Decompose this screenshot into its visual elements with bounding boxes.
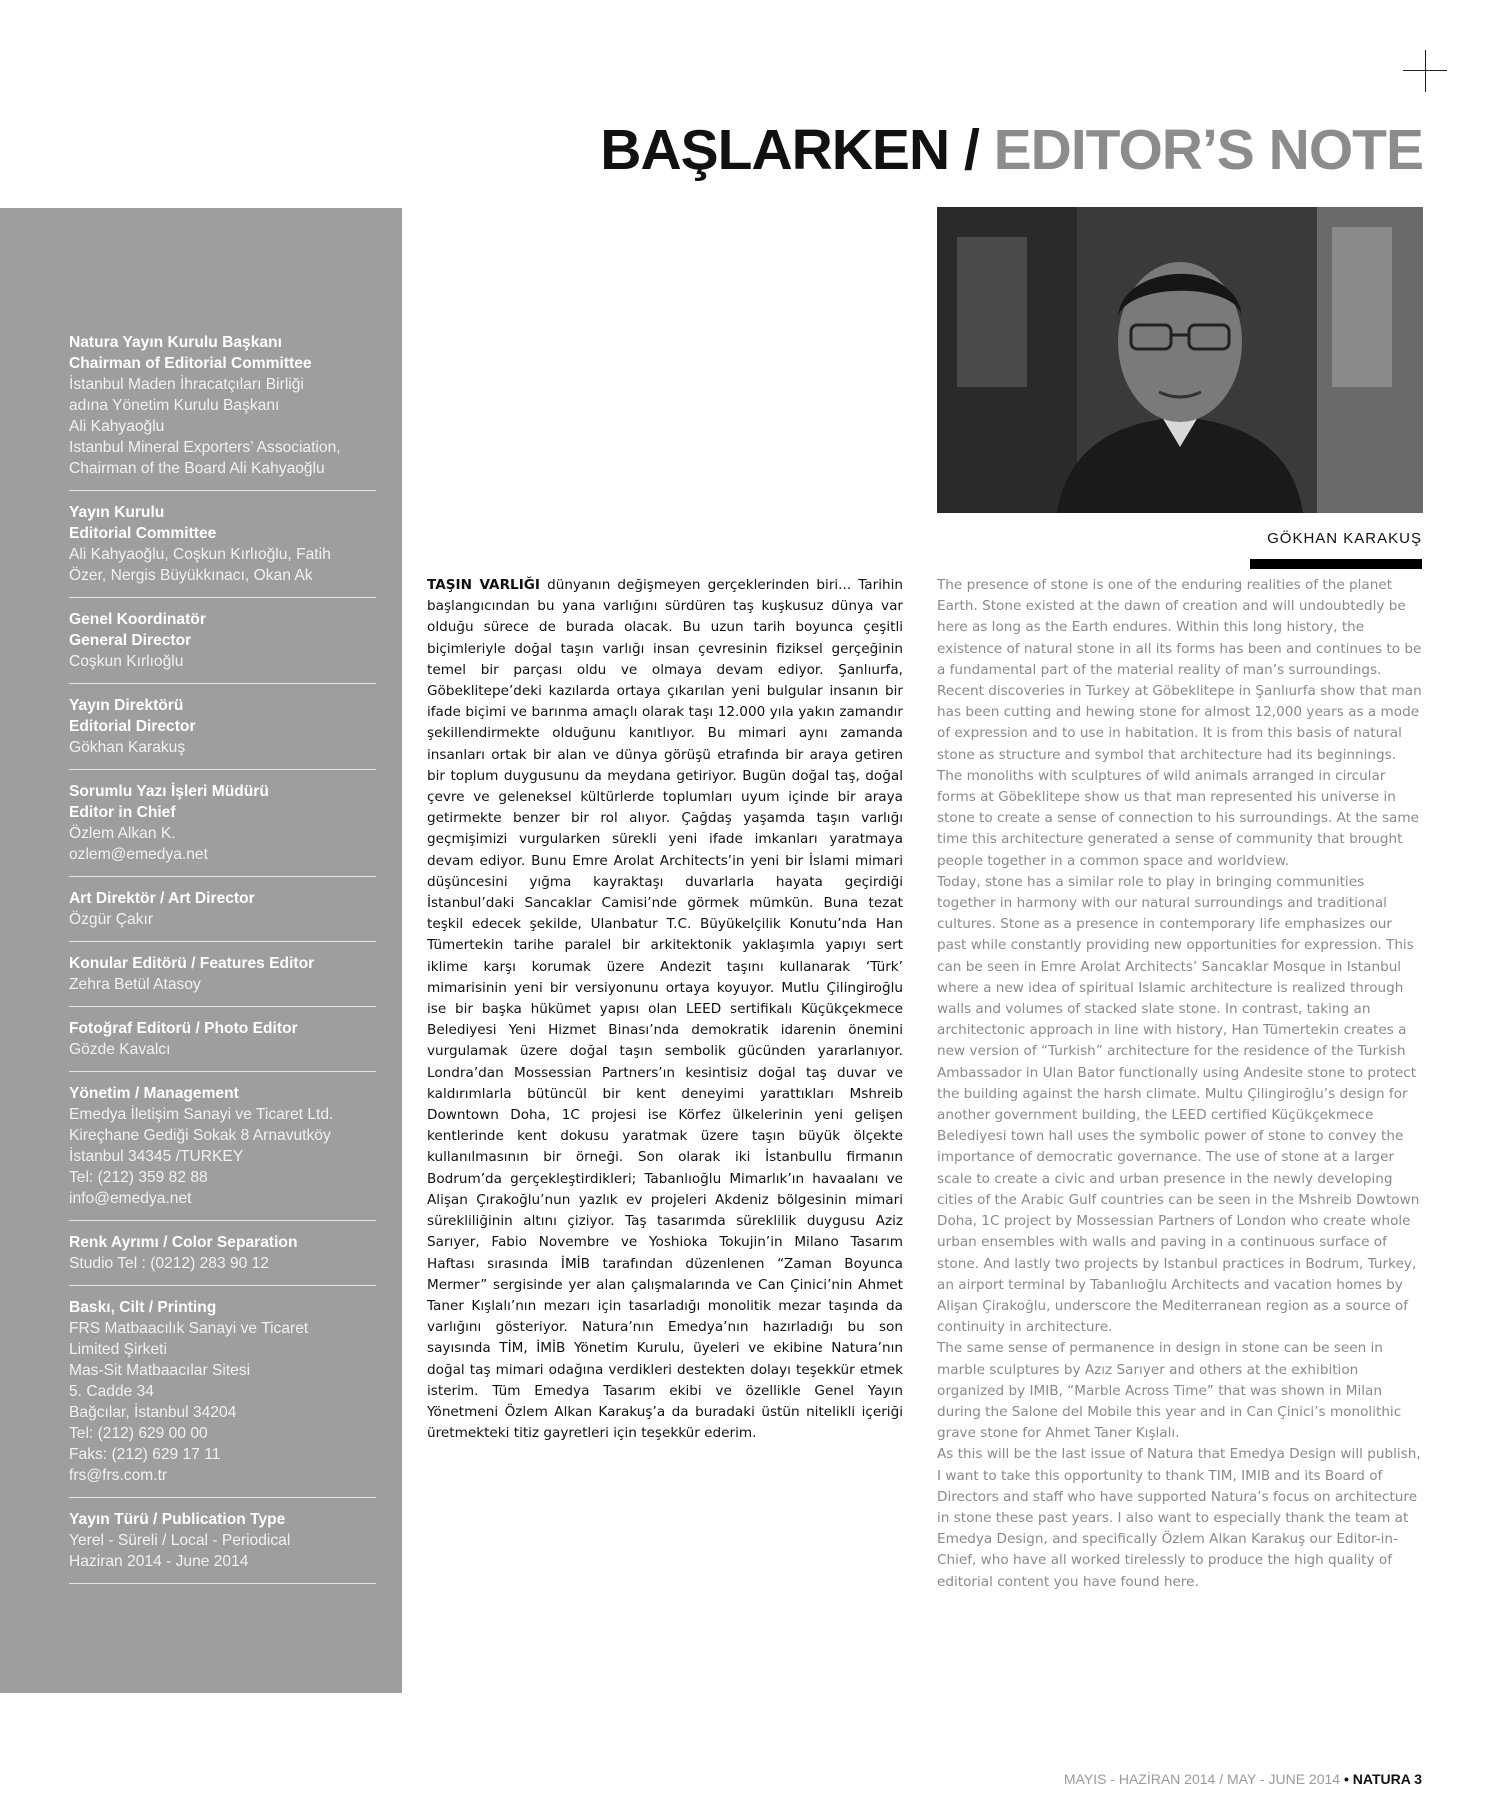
masthead-text: Yerel - Süreli / Local - Periodical: [69, 1532, 291, 1549]
masthead-text: Özgür Çakır: [69, 911, 154, 928]
masthead-text: Kireçhane Gediği Sokak 8 Arnavutköy: [69, 1127, 331, 1144]
masthead-text: Tel: (212) 629 00 00: [69, 1425, 208, 1442]
masthead-text: Haziran 2014 - June 2014: [69, 1553, 249, 1570]
page-footer: [1064, 1771, 1422, 1787]
masthead-text: Gözde Kavalcı: [69, 1041, 171, 1058]
caption-rule: [1250, 559, 1422, 569]
photo-caption: GÖKHAN KARAKUŞ: [1267, 530, 1422, 547]
turkish-paragraph: [427, 575, 903, 1444]
masthead-block: [69, 1297, 376, 1498]
masthead-heading: Yayın Direktörü: [69, 697, 184, 714]
masthead-text: Studio Tel : (0212) 283 90 12: [69, 1255, 269, 1272]
masthead-block: [69, 1509, 376, 1584]
masthead-heading: Fotoğraf Editorü / Photo Editor: [69, 1020, 298, 1037]
masthead-text: Faks: (212) 629 17 11: [69, 1446, 221, 1463]
masthead-heading: Renk Ayrımı / Color Separation: [69, 1234, 298, 1251]
footer-magazine-page: NATURA 3: [1352, 1771, 1422, 1787]
masthead-heading: Konular Editörü / Features Editor: [69, 955, 315, 972]
masthead-heading: Yönetim / Management: [69, 1085, 239, 1102]
masthead-heading: Sorumlu Yazı İşleri Müdürü: [69, 783, 269, 800]
masthead-heading: Yayın Kurulu: [69, 504, 165, 521]
masthead-text: Emedya İletişim Sanayi ve Ticaret Ltd.: [69, 1106, 334, 1123]
portrait-illustration: [937, 207, 1423, 513]
masthead-text: İstanbul Maden İhracatçıları Birliği: [69, 376, 304, 393]
masthead-text: info@emedya.net: [69, 1190, 192, 1207]
masthead-heading: Genel Koordinatör: [69, 611, 206, 628]
masthead-block: [69, 888, 376, 942]
masthead-heading: Editorial Committee: [69, 525, 217, 542]
masthead-text: 5. Cadde 34: [69, 1383, 154, 1400]
masthead-heading: Yayın Türü / Publication Type: [69, 1511, 286, 1528]
masthead-text: Tel: (212) 359 82 88: [69, 1169, 208, 1186]
english-paragraph: As this will be the last issue of Natura that Emedya Design will publish, I want to take this opportunity to thank TIM, IMIB and its Board of Directors and staff who have supported Natura’s focus on architecture in stone these past years. I also want to especially thank the team at Emedya Design, and specifically Özlem Alkan Karakuş our Editor-in-Chief, who have all worked tirelessly to produce the high quality of editorial content you have found here.: [937, 1446, 1421, 1590]
masthead-block: [69, 1083, 376, 1221]
masthead-heading: Natura Yayın Kurulu Başkanı: [69, 334, 282, 351]
masthead-heading: Editorial Director: [69, 718, 196, 735]
page-title-english: EDITOR’S NOTE: [993, 118, 1423, 182]
masthead-heading: Art Direktör / Art Director: [69, 890, 255, 907]
masthead-text: Ali Kahyaoğlu: [69, 418, 165, 435]
turkish-body: dünyanın değişmeyen gerçeklerinden biri... Tarihin başlangıcından bu yana varlığını sürdüren taş kuşkusuz dünya var olduğu sürece de burada olacak. Bu uzun tarih boyunca çeşitli biçimleriyle doğal taşın varlığı insan çevresinin fiziksel gerçeğinin temel bir parçası oldu ve olmaya devam ediyor. Şanlıurfa, Göbeklitepe’deki kazılarda ortaya çıkarılan yeni bulgular insanın bir ifade biçimi ve barınma amaçlı olarak taşı 12.000 yıla yakın zamandır şekillendirmekte olduğunu kanıtlıyor. Bu mimari aynı zamanda insanları ortak bir alan ve dünya görüşü etrafında bir araya getiren bir toplum duygusunu da meydana getiriyor. Bugün doğal taş, doğal çevre ve geleneksel kültürlerde toplumları uyum içinde bir araya getirmekte benzer bir rol alıyor. Çağdaş yaşamda taşın varlığı geçmişimizi vurgularken sürekli yeni ifade imkanları yaratmaya devam ediyor. Bunu Emre Arolat Architects’in yeni bir İslami mimari düşüncesini yığma kayraktaşı duvarlarla hayata geçirdiği İstanbul’daki Sancaklar Camisi’nde görmek mümkün. Buna tezat teşkil edecek şekilde, Ulanbatur T.C. Büyükelçilik Konutu’nda Han Tümertekin tarihe paralel bir arkitektonik yaklaşımla yapıyı sert iklime karşı korumak üzere Andezit taşını kullanarak ‘Türk’ mimarisinin yeni bir versiyonunu ortaya koyuyor. Mutlu Çilingiroğlu ise bir başka hükümet yapısı olan LEED sertifikalı Küçükçekmece Belediyesi Yeni Hizmet Binası’nda demokratik idarenin önemini vurgulamak üzere doğal taşın sembolik gücünden yararlanıyor. Londra’dan Mossessian Partners’ın kesintisiz doğal taş duvar ve kaldırımlarla bütüncül bir kent deneyimi yarattıkları Mshreib Downtown Doha, 1C projesi ise Körfez ülkelerinin yeni gelişen kentlerinde kent dokusu yaratmak üzere taşın büyük ölçekte kullanılmasının bir örneği. Son olarak iki İstanbullu firmanın Bodrum’da gerçekleştirdikleri; Tabanlıoğlu Mimarlık’ın havaalanı ve Alişan Çırakoğlu’nun yazlık ev projeleri Akdeniz bölgesinin mimari sürekliliğinin altını çiziyor. Taş tasarımda süreklilik duygusu Aziz Sarıyer, Fabio Novembre ve Yoshioka Tokujin’in Milano Tasarım Haftası sırasında İMİB tarafından düzenlenen “Zaman Boyunca Mermer” sergisinde yer alan çalışmalarında ve Can Çinici’nin Ahmet Taner Kışlalı’nın mezarı için tasarladığı monolitik mezar taşında da varlığını gösteriyor. Natura’nın Emedya’nın hazırladığı bu son sayısında TİM, İMİB Yönetim Kurulu, üyeleri ve ekibine Natura’nın doğal taş mimari odağına verdikleri destekten dolayı teşekkür etmek isterim. Tüm Emedya Tasarım ekibi ve özellikle Genel Yayın Yönetmeni Özlem Alkan Karakuş’a da buradaki üstün nitelikli içeriği üretmekteki titiz gayretleri için teşekkür ederim.: [427, 577, 903, 1442]
crop-mark-vertical: [1425, 50, 1426, 92]
footer-bullet: •: [1343, 1771, 1349, 1787]
masthead-block: [69, 1018, 376, 1072]
masthead-text: Gökhan Karakuş: [69, 739, 186, 756]
masthead-text: Limited Şirketi: [69, 1341, 167, 1358]
masthead-list: [69, 332, 376, 1595]
masthead-block: [69, 781, 376, 877]
english-paragraph: Today, stone has a similar role to play in bringing communities together in harmony with our natural surroundings and traditional cultures. Stone as a presence in contemporary life emphasizes our past while constantly providing new opportunities for expression. This can be seen in Emre Arolat Architects’ Sancaklar Mosque in Istanbul where a new idea of spiritual Islamic architecture is realized through walls and volumes of stacked slate stone. In contrast, taking an architectonic approach in line with history, Han Tümertekin creates a new version of “Turkish” architecture for the residence of the Turkish Ambassador in Ulan Bator functionally using Andesite stone to protect the building against the harsh climate. Multu Çilingiroğlu’s design for another government building, the LEED certified Küçükçekmece Belediyesi town hall uses the symbolic power of stone to convey the importance of democratic governance. The use of stone at a larger scale to create a civic and urban presence in the newly developing cities of the Arabic Gulf countries can be seen in the Mshreib Dowtown Doha, 1C project by Mossessian Partners of London who create whole urban ensembles with walls and paving in a continuous surface of stone. And lastly two projects by Istanbul practices in Bodrum, Turkey, an airport terminal by Tabanlıoğlu Architects and vacation homes by Alişan Çirakoğlu, underscore the Mediterranean region as a source of continuity in architecture.: [937, 873, 1420, 1336]
masthead-text: Özlem Alkan K.: [69, 825, 176, 842]
masthead-text: Mas-Sit Matbaacılar Sitesi: [69, 1362, 251, 1379]
turkish-article: [427, 575, 903, 1444]
masthead-text: adına Yönetim Kurulu Başkanı: [69, 397, 280, 414]
page-title-turkish: BAŞLARKEN: [600, 118, 950, 182]
turkish-lead-in: TAŞIN VARLIĞI: [427, 577, 540, 593]
editor-portrait-photo: [937, 207, 1423, 513]
masthead-heading: Chairman of Editorial Committee: [69, 355, 312, 372]
masthead-block: [69, 953, 376, 1007]
masthead-heading: Baskı, Cilt / Printing: [69, 1299, 217, 1316]
masthead-text: Zehra Betül Atasoy: [69, 976, 201, 993]
masthead-heading: Editor in Chief: [69, 804, 176, 821]
masthead-text: Istanbul Mineral Exporters’ Association,: [69, 439, 341, 456]
footer-issue-date: MAYIS - HAZİRAN 2014 / MAY - JUNE 2014: [1063, 1771, 1341, 1787]
masthead-block: [69, 332, 376, 491]
masthead-block: [69, 502, 376, 598]
english-paragraph: The same sense of permanence in design in stone can be seen in marble sculptures by Azız Sarıyer and others at the exhibition organized by IMIB, “Marble Across Time” that was shown in Milan during the Salone del Mobile this year and in Can Çinici’s monolithic grave stone for Ahmet Taner Kışlalı.: [937, 1340, 1402, 1442]
masthead-text: Özer, Nergis Büyükkınacı, Okan Ak: [69, 567, 313, 584]
masthead-text: frs@frs.com.tr: [69, 1467, 168, 1484]
masthead-block: [69, 695, 376, 770]
masthead-text: Chairman of the Board Ali Kahyaoğlu: [69, 460, 325, 477]
english-article: [937, 575, 1423, 1593]
masthead-text: Ali Kahyaoğlu, Coşkun Kırlıoğlu, Fatih: [69, 546, 331, 563]
masthead-text: İstanbul 34345 /TURKEY: [69, 1148, 244, 1165]
masthead-text: ozlem@emedya.net: [69, 846, 208, 863]
masthead-block: [69, 1232, 376, 1286]
masthead-text: FRS Matbaacılık Sanayi ve Ticaret: [69, 1320, 309, 1337]
masthead-block: [69, 609, 376, 684]
masthead-text: Coşkun Kırlıoğlu: [69, 653, 184, 670]
page-title: [600, 118, 1423, 182]
masthead-text: Bağcılar, İstanbul 34204: [69, 1404, 237, 1421]
masthead-heading: General Director: [69, 632, 192, 649]
page-title-separator: /: [963, 118, 979, 182]
english-paragraph: The presence of stone is one of the enduring realities of the planet Earth. Stone existed at the dawn of creation and will undoubtedly be here as long as the Earth endures. Within this long history, the existence of natural stone in all its forms has been and continues to be a fundamental part of the material reality of man’s surroundings. Recent discoveries in Turkey at Göbeklitepe in Şanlıurfa show that man has been cutting and hewing stone for almost 12,000 years as a mode of expression and to use in habitation. It is from this basis of natural stone as structure and symbol that architecture had its beginnings. The monoliths with sculptures of wild animals arranged in circular forms at Göbeklitepe show us that man represented his universe in stone to create a sense of connection to his surroundings. At the same time this architecture generated a sense of community that brought people together in a common space and worldview.: [937, 577, 1422, 869]
masthead-sidebar: [0, 208, 402, 1693]
